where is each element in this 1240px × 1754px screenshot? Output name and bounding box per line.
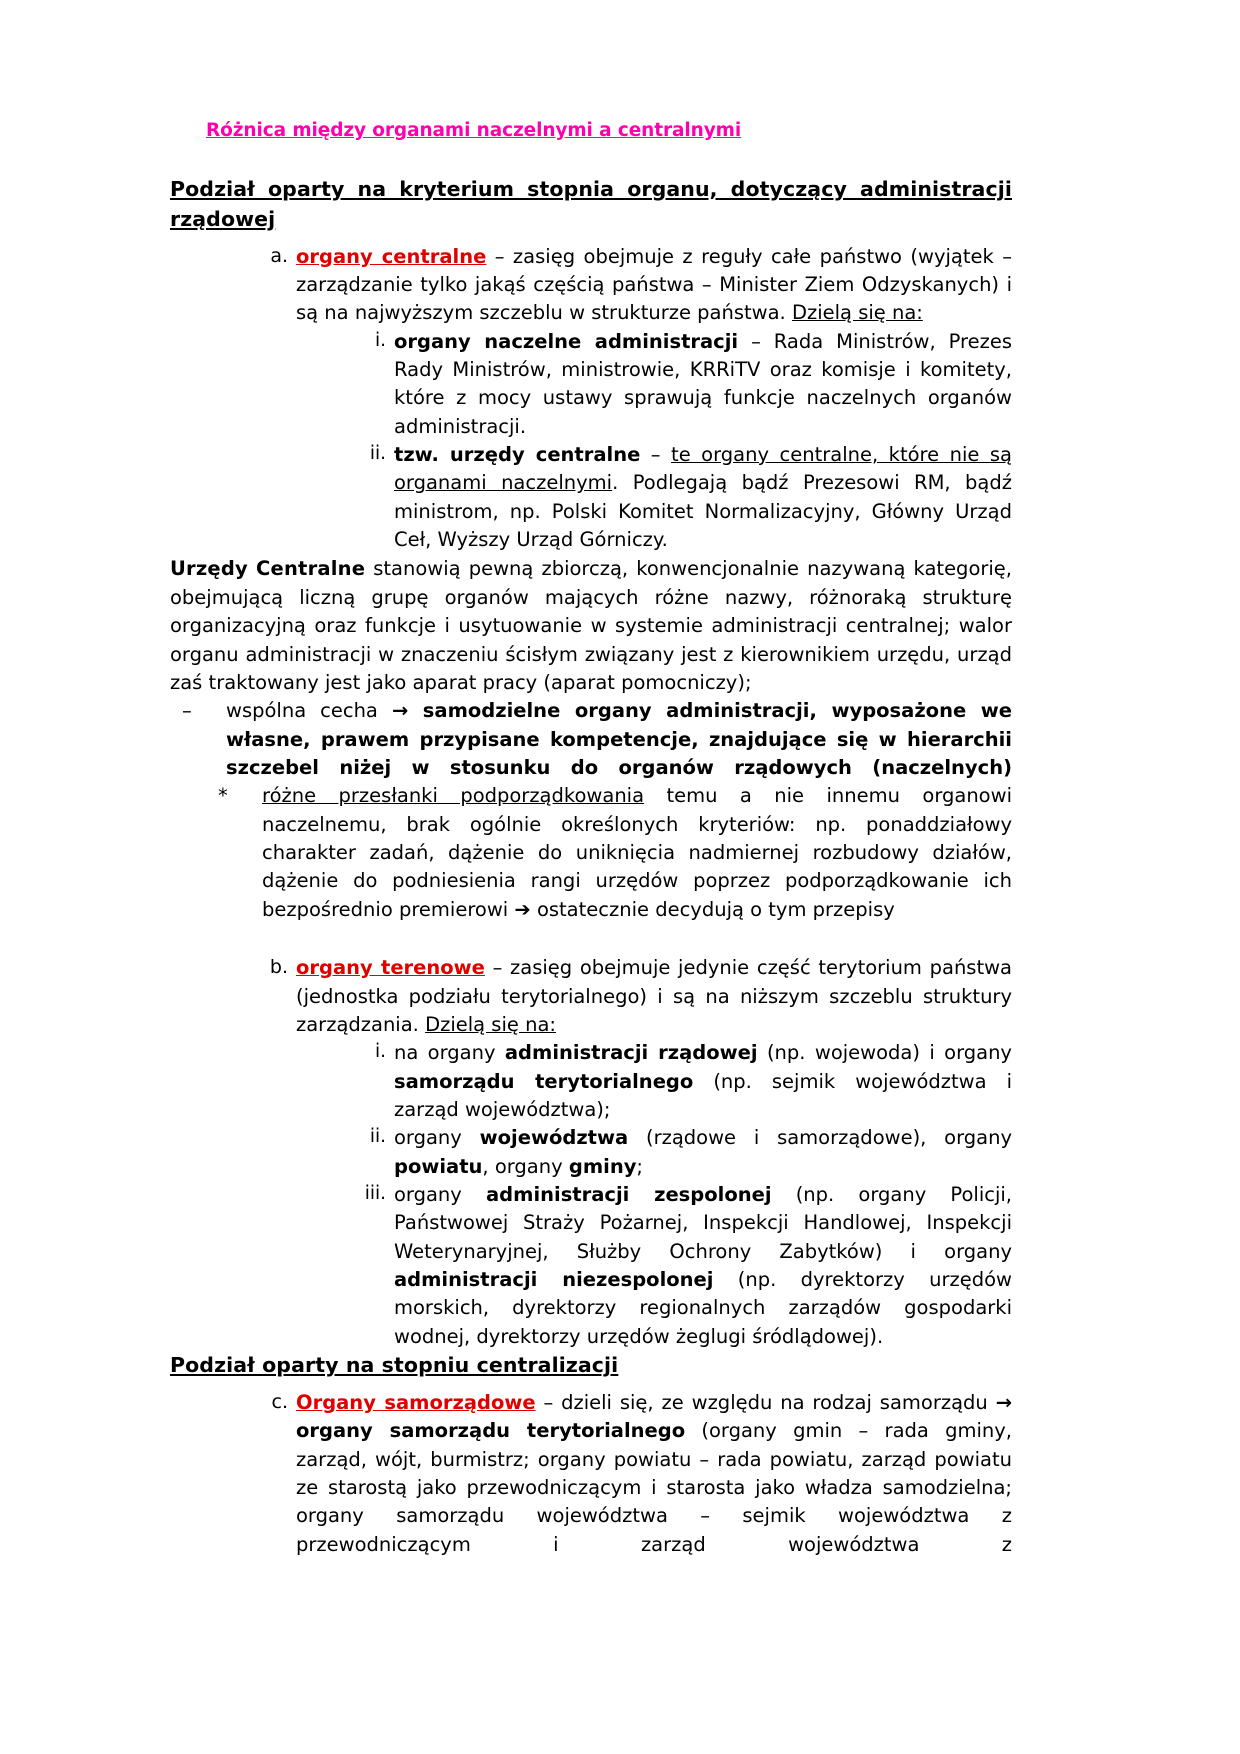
list-marker-i: i. (374, 1041, 386, 1063)
teren-ii-b2: powiatu (394, 1154, 483, 1178)
list-item-organy-terenowe (260, 954, 1012, 1039)
wspolna-cecha-lead: wspólna cecha (226, 699, 392, 723)
list-marker-ii: ii. (369, 443, 386, 465)
smallcaps-urzedy-text: Urzędy (170, 557, 248, 581)
organy-naczelne-body: – Rada Ministrów, Prezes Rady Ministrów, ministrowie, KRRiTV oraz komisje i komitety, które z mocy ustawy sprawują funkcje naczelnych organów administracji. (394, 329, 1013, 438)
teren-ii-p3: , organy (482, 1154, 569, 1178)
list-item-teren-zespolona (356, 1181, 1012, 1351)
samorzadowe-p2: (organy gmin – rada gminy, zarząd, wójt, burmistrz; organy powiatu – rada powiatu, zarząd powiatu ze starostą jako przewodniczącym i starosta jako władza samodzielna; organy samorządu województwa – sejmik województwa z przewodniczącym i zarząd województwa z (296, 1419, 1013, 1556)
list-item-text (394, 328, 1012, 441)
list-item-organy-samorzadowe (260, 1389, 1012, 1559)
term-organy-terenowe: organy terenowe (296, 956, 485, 980)
list-marker-iii: iii. (364, 1183, 386, 1205)
list-item-teren-wojewodztwa (356, 1124, 1012, 1181)
teren-ii-b1: województwa (479, 1126, 629, 1150)
list-item-text (296, 243, 1012, 328)
urzedy-centralne-para-body: stanowią pewną zbiorczą, konwencjonalnie nazywaną kategorię, obejmującą liczną grupę organów mających różne nazwy, różnoraką strukturę organizacyjną oraz funkcje i usytuowanie w systemie administracji centralnej; walor organu administracji w znaczeniu ścisłym związany jest z kierownikiem urzędu, urząd zaś traktowany jest jako aparat pracy (aparat pomocniczy); (170, 557, 1013, 694)
arrow-icon: → (391, 699, 409, 723)
term-organy-naczelne: organy naczelne administracji (394, 329, 739, 353)
organy-terenowe-body: – zasięg obejmuje jedynie część terytorium państwa (jednostka podziału terytorialnego) i są na niższym szczeblu struktury zarządzania. (296, 956, 1013, 1036)
list-marker-a: a. (270, 244, 288, 267)
teren-i-p2: (np. wojewoda) i organy (757, 1041, 1012, 1065)
section-heading-stopnia-organu: Podział oparty na kryterium stopnia organu, dotyczący administracji rządowej (170, 176, 1012, 231)
teren-iii-b2: administracji niezespolonej (394, 1268, 714, 1292)
teren-ii-p2: (rządowe i samorządowe), organy (628, 1126, 1013, 1150)
organy-centralne-body: – zasięg obejmuje z reguły całe państwo (wyjątek – zarządzanie tylko jakąś częścią państwa – Minister Ziem Odzyskanych) i są na najwyższym szczeblu w strukturze państwa. (296, 244, 1012, 325)
teren-ii-p1: organy (394, 1126, 480, 1150)
arrow-right-icon: ➔ (514, 897, 531, 921)
list-item-rozne-przeslanki (218, 782, 1012, 924)
list-item-organy-centralne (260, 243, 1012, 328)
samorzadowe-p1: – dzieli się, ze względu na rodzaj samorządu (535, 1391, 996, 1414)
samorzadowe-b1: organy samorządu terytorialnego (296, 1419, 686, 1443)
list-marker-i: i. (374, 329, 386, 351)
teren-iii-p2: (np. organy Policji, Państwowej Straży Pożarnej, Inspekcji Handlowej, Inspekcji Weterynaryjnej, Służby Ochrony Zabytków) i organy (394, 1183, 1013, 1263)
document-body (170, 118, 1012, 1559)
teren-ii-p4: ; (636, 1154, 643, 1178)
list-marker-star: * (218, 784, 228, 808)
spacer (170, 924, 1012, 954)
list-item-text (394, 1039, 1012, 1124)
urzedy-body: . Podlegają bądź Prezesowi RM, bądź ministrom, np. Polski Komitet Normalizacyjny, Główny Urząd Ceł, Wyższy Urząd Górniczy. (394, 471, 1012, 552)
list-item-wspolna-cecha (182, 697, 1012, 782)
section-heading-centralizacji: Podział oparty na stopniu centralizacji (170, 1353, 619, 1378)
list-item-organy-naczelne (356, 328, 1012, 441)
list-item-text (394, 1124, 1012, 1181)
term-organy-samorzadowe: Organy samorządowe (296, 1391, 536, 1414)
page-title: Różnica między organami naczelnymi a centralnymi (206, 120, 742, 141)
teren-iii-b1: administracji zespolonej (486, 1183, 772, 1207)
teren-i-p1: na organy (394, 1041, 505, 1065)
sublist-wrapper-terenowe (260, 1039, 1012, 1351)
paragraph-urzedy-centralne (170, 555, 1012, 697)
smallcaps-centralne-text: Centralne (256, 557, 366, 581)
teren-i-p3: (np. sejmik województwa i zarząd województwa); (394, 1069, 1012, 1121)
list-item-text (226, 697, 1012, 782)
rozne-przeslanki-tail: ostatecznie decydują o tym przepisy (530, 897, 895, 921)
term-organy-centralne: organy centralne (296, 244, 487, 268)
organy-terenowe-tail: Dzielą się na: (425, 1012, 556, 1036)
arrow-icon: → (995, 1391, 1012, 1414)
teren-i-b1: administracji rządowej (504, 1041, 758, 1065)
sublist-wrapper-centralne (260, 328, 1012, 555)
teren-iii-p1: organy (394, 1183, 487, 1207)
urzedy-underlined: te organy centralne, które nie są organami naczelnymi (394, 443, 1012, 495)
list-item-text (394, 441, 1012, 554)
list-marker-ii: ii. (369, 1126, 386, 1148)
term-tzw-urzedy-centralne: tzw. urzędy centralne (394, 443, 641, 467)
rozne-przeslanki-underlined: różne przesłanki podporządkowania (262, 784, 645, 808)
list-item-text (296, 1389, 1012, 1559)
teren-i-b2: samorządu terytorialnego (394, 1069, 694, 1093)
smallcaps-centralne (256, 557, 366, 581)
list-marker-c: c. (271, 1391, 288, 1413)
teren-ii-b3: gminy (568, 1154, 637, 1178)
list-item-text (262, 782, 1012, 924)
list-marker-b: b. (269, 956, 288, 979)
urzedy-dash: – (640, 443, 672, 467)
teren-iii-p3: (np. dyrektorzy urzędów morskich, dyrektorzy regionalnych zarządów gospodarki wodnej, dyrektorzy urzędów żeglugi śródlądowej). (394, 1268, 1012, 1348)
list-item-urzedy-centralne (356, 441, 1012, 554)
list-item-teren-administracja-rzadowa (356, 1039, 1012, 1124)
rozne-przeslanki-body: temu a nie innemu organowi naczelnemu, brak ogólnie określonych kryteriów: np. ponaddziałowy charakter zadań, dążenie do uniknięcia nadmiernej rozbudowy działów, dążenie do podniesienia rangi urzędów poprzez podporządkowanie ich bezpośrednio premierowi (262, 784, 1012, 921)
list-marker-dash: – (182, 699, 192, 723)
organy-centralne-tail: Dzielą się na: (791, 301, 923, 325)
wspolna-cecha-bold: samodzielne organy administracji, wyposażone we własne, prawem przypisane kompetencje, znajdujące się w hierarchii szczebel niżej w stosunku do organów rządowych (naczelnych) (226, 699, 1012, 779)
list-item-text (394, 1181, 1012, 1351)
list-item-text (296, 954, 1012, 1039)
smallcaps-urzedy (170, 557, 248, 581)
